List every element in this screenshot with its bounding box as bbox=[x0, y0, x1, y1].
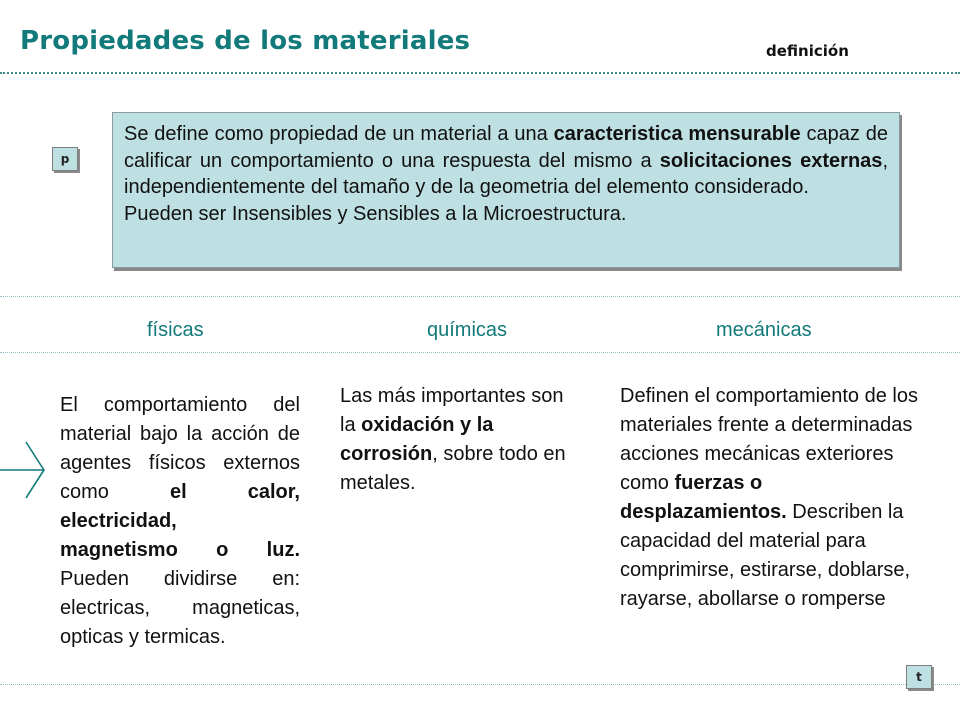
definition-second-line: Pueden ser Insensibles y Sensibles a la Microestructura. bbox=[124, 202, 627, 225]
section-divider-middle bbox=[0, 352, 960, 353]
definition-text-part: , independientemente del tamaño y de la geometria del elemento considerado. bbox=[124, 149, 888, 198]
tag-p-button[interactable]: p bbox=[52, 147, 78, 171]
mecanicas-text-part: Describen la capacidad del material para comprimirse, estirarse, doblarse, rayarse, abollarse o romperse bbox=[620, 501, 911, 610]
category-mecanicas: mecánicas bbox=[716, 319, 812, 341]
quimicas-text-part: Las más importantes son la bbox=[340, 385, 564, 436]
category-fisicas: físicas bbox=[147, 319, 204, 341]
fisicas-highlight: el calor, electricidad, magnetismo o luz. bbox=[60, 481, 300, 561]
header-divider bbox=[0, 72, 960, 74]
fisicas-description bbox=[60, 391, 300, 652]
mecanicas-description bbox=[620, 382, 920, 614]
definition-text-part: capaz de calificar un comportamiento o una respuesta del mismo a bbox=[124, 123, 888, 172]
page-subtitle: definición bbox=[766, 42, 849, 60]
definition-highlight-mensurable: caracteristica mensurable bbox=[553, 123, 801, 145]
tag-t-button[interactable]: t bbox=[906, 665, 932, 689]
mecanicas-text-part: Definen el comportamiento de los materiales frente a determinadas acciones mecánicas exteriores como bbox=[620, 385, 918, 494]
quimicas-text-part: , sobre todo en metales. bbox=[340, 443, 566, 494]
category-quimicas: químicas bbox=[427, 319, 508, 341]
mecanicas-highlight: fuerzas o desplazamientos. bbox=[620, 472, 787, 523]
definition-highlight-solicitaciones: solicitaciones externas bbox=[659, 149, 883, 172]
page-title: Propiedades de los materiales bbox=[20, 26, 471, 56]
quimicas-highlight: oxidación y la corrosión bbox=[340, 414, 494, 465]
section-divider-top bbox=[0, 296, 960, 297]
fisicas-text-part: Pueden dividirse en: electricas, magneticas, opticas y termicas. bbox=[60, 568, 300, 648]
footer-divider bbox=[0, 684, 960, 685]
fisicas-text-part: El comportamiento del material bajo la acción de agentes físicos externos como bbox=[60, 394, 300, 503]
definition-text-part: Se define como propiedad de un material a una bbox=[124, 123, 554, 145]
arrow-right-icon bbox=[0, 438, 52, 502]
quimicas-description bbox=[340, 382, 580, 498]
definition-box bbox=[112, 112, 900, 268]
definition-text bbox=[124, 121, 888, 201]
